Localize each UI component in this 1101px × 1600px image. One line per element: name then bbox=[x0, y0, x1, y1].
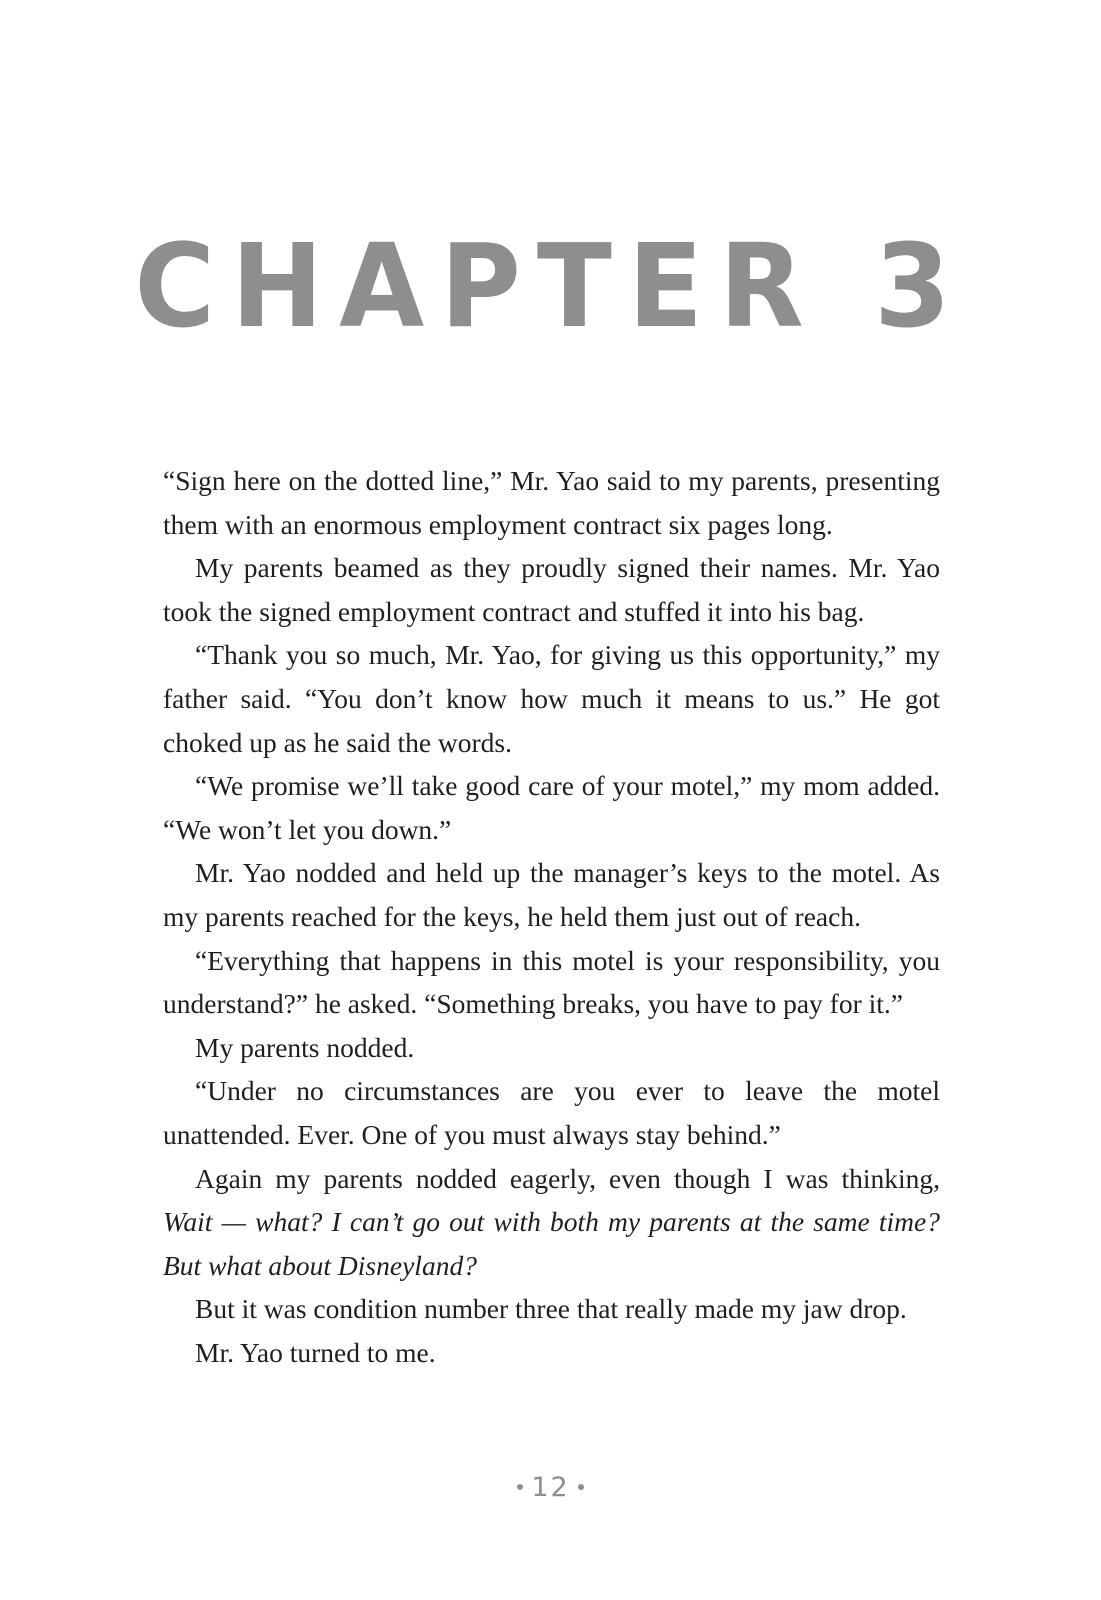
page-number-dot-right bbox=[578, 1484, 584, 1490]
paragraph-text: Again my parents nodded eagerly, even though I was thinking, bbox=[195, 1162, 940, 1194]
paragraph: Mr. Yao turned to me. bbox=[195, 1336, 436, 1368]
page-number-dot-left bbox=[517, 1484, 523, 1490]
chapter-title: CHAPTER 3 bbox=[134, 219, 967, 354]
paragraph: “Thank you so much, Mr. Yao, for giving us this opportunity,” my father said. “You don’t know how much it means to us.” He got choked up as he said the words. bbox=[163, 639, 940, 758]
paragraph: “Everything that happens in this motel is your responsibility, you understand?” he asked. “Something breaks, you have to pay for it.” bbox=[163, 944, 940, 1020]
paragraph: But it was condition number three that really made my jaw drop. bbox=[195, 1293, 907, 1325]
page-number bbox=[0, 1468, 1101, 1508]
paragraph-with-thought bbox=[163, 1157, 940, 1288]
paragraph: Mr. Yao nodded and held up the manager’s keys to the motel. As my parents reached for the keys, he held them just out of reach. bbox=[163, 857, 940, 932]
page-number-value: 12 bbox=[531, 1472, 570, 1503]
italic-thought: Wait — what? I can’t go out with both my parents at the same time? But what about Disneyland? bbox=[163, 1206, 940, 1281]
paragraph: My parents beamed as they proudly signed their names. Mr. Yao took the signed employment contract and stuffed it into his bag. bbox=[163, 552, 940, 627]
paragraph: “Under no circumstances are you ever to leave the motel unattended. Ever. One of you must always stay behind.” bbox=[163, 1075, 940, 1150]
paragraph: “We promise we’ll take good care of your motel,” my mom added. “We won’t let you down.” bbox=[163, 770, 940, 845]
paragraph: My parents nodded. bbox=[195, 1031, 415, 1063]
body-text bbox=[163, 459, 940, 1374]
paragraph: “Sign here on the dotted line,” Mr. Yao said to my parents, presenting them with an enormous employment contract six pages long. bbox=[163, 465, 940, 540]
